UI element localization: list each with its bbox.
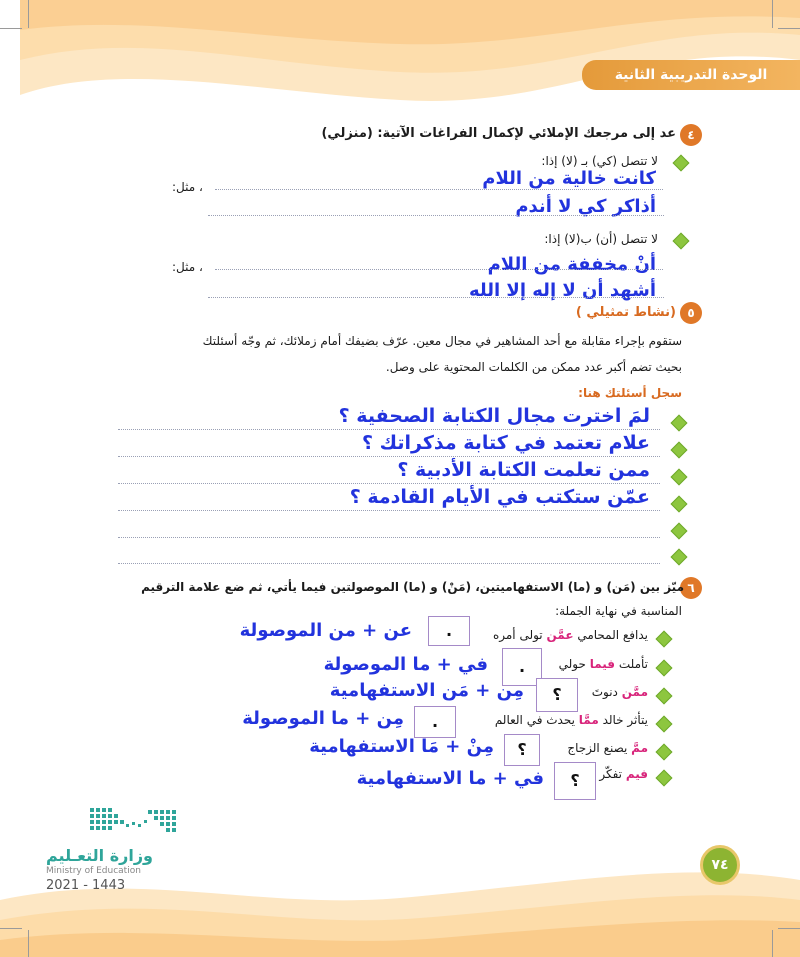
question-3: ممن تعلمت الكتابة الأدبية ؟ xyxy=(397,459,650,481)
answer-line xyxy=(118,536,660,538)
punctuation-box-4[interactable]: . xyxy=(414,706,456,738)
edition-year: 2021 - 1443 xyxy=(46,878,126,893)
example-label: ، مثل: xyxy=(172,260,203,274)
bullet-diamond-icon xyxy=(671,415,688,432)
example-label: ، مثل: xyxy=(172,180,203,194)
question-2: علام تعتمد في كتابة مذكراتك ؟ xyxy=(362,432,650,454)
ministry-logo-icon xyxy=(88,806,180,836)
bullet-diamond-icon xyxy=(656,770,673,787)
bullet-diamond-icon xyxy=(671,469,688,486)
unit-banner-label: الوحدة التدريبية الثانية xyxy=(614,67,768,83)
answer-4: مِن + ما الموصولة xyxy=(242,708,404,729)
crop-mark xyxy=(28,0,29,28)
answer-line xyxy=(215,188,663,190)
answer-6: في + ما الاستفهامية xyxy=(356,768,544,789)
answer-line xyxy=(118,509,660,511)
record-questions-label: سجل أسئلتك هنا: xyxy=(578,386,682,400)
answer-2: في + ما الموصولة xyxy=(323,654,488,675)
sentence-3: ممَّن دنوتَ xyxy=(591,685,648,699)
rule2-text: لا تتصل (أن) ب(لا) إذا: xyxy=(544,232,658,246)
sentence-1: يدافع المحامي عمَّن تولى أمره xyxy=(492,628,648,642)
punctuation-box-3[interactable]: ؟ xyxy=(536,678,578,712)
bullet-diamond-icon xyxy=(671,442,688,459)
crop-mark xyxy=(0,928,22,929)
section5-paragraph-line2: بحيث تضم أكبر عدد ممكن من الكلمات المحتوية على وصل. xyxy=(385,360,682,374)
section5-number-badge: ٥ xyxy=(680,302,702,324)
answer-line xyxy=(118,482,660,484)
punctuation-box-5[interactable]: ؟ xyxy=(504,734,540,766)
crop-mark xyxy=(772,0,773,28)
section5-paragraph-line1: ستقوم بإجراء مقابلة مع أحد المشاهير في مجال معين. عرّف بضيفك أمام زملائك، ثم وجّه أسئلتك xyxy=(202,334,682,348)
bullet-diamond-icon xyxy=(656,631,673,648)
bullet-diamond-icon xyxy=(671,523,688,540)
sentence-6: فيم تفكّر xyxy=(599,767,648,781)
bullet-diamond-icon xyxy=(673,233,690,250)
crop-mark xyxy=(778,928,800,929)
page-number-badge: ٧٤ xyxy=(700,845,740,885)
punctuation-box-6[interactable]: ؟ xyxy=(554,762,596,800)
answer-3: مِن + مَن الاستفهامية xyxy=(329,680,524,701)
answer-line xyxy=(215,268,663,270)
section5-heading: (نشاط تمثيلي ) xyxy=(575,305,676,320)
ministry-name-arabic: وزارة التعـليم xyxy=(46,846,153,865)
answer-5: مِنْ + مَا الاستفهامية xyxy=(309,736,494,757)
answer-line xyxy=(118,428,660,430)
rule1-text: لا تتصل (كي) بـ (لا) إذا: xyxy=(541,154,658,168)
rule2-answer: أنْ مخففة من اللام xyxy=(487,254,656,275)
answer-line xyxy=(208,214,664,216)
sentence-4: يتأثر خالد ممَّا يحدث في العالم xyxy=(494,713,648,727)
answer-line xyxy=(118,562,660,564)
ministry-name-english: Ministry of Education xyxy=(46,866,141,876)
bullet-diamond-icon xyxy=(656,744,673,761)
unit-banner xyxy=(582,60,800,90)
section4-number-badge: ٤ xyxy=(680,124,702,146)
question-1: لمَ اخترت مجال الكتابة الصحفية ؟ xyxy=(338,405,650,427)
bullet-diamond-icon xyxy=(656,716,673,733)
answer-1: عن + من الموصولة xyxy=(239,620,412,641)
crop-mark xyxy=(28,930,29,957)
answer-line xyxy=(118,455,660,457)
sentence-5: ممَّ يصنع الزجاج xyxy=(567,741,648,755)
bullet-diamond-icon xyxy=(656,688,673,705)
section6-heading-line2: المناسبة في نهاية الجملة: xyxy=(555,604,682,618)
crop-mark xyxy=(778,28,800,29)
question-4: عمّن ستكتب في الأيام القادمة ؟ xyxy=(349,486,650,508)
answer-line xyxy=(208,296,664,298)
punctuation-box-1[interactable]: . xyxy=(428,616,470,646)
punctuation-box-2[interactable]: . xyxy=(502,648,542,686)
crop-mark xyxy=(0,28,22,29)
rule1-answer: كانت خالية من اللام xyxy=(482,168,656,189)
section4-heading: عد إلى مرجعك الإملائي لإكمال الفراغات الآتية: (منزلي) xyxy=(321,126,676,141)
rule1-example: أذاكر كي لا أندم xyxy=(515,196,656,217)
section6-number-badge: ٦ xyxy=(680,577,702,599)
section6-heading-line1: ميّز بين (مَن) و (ما) الاستفهاميتين، (مَنْ) و (ما) الموصولتين فيما يأتي، ثم ضع علامة الترقيم xyxy=(141,580,684,594)
sentence-2: تأملت فيما حولي xyxy=(558,657,648,671)
bullet-diamond-icon xyxy=(671,496,688,513)
rule2-example: أشهد أن لا إله إلا الله xyxy=(468,280,656,301)
crop-mark xyxy=(772,930,773,957)
bullet-diamond-icon xyxy=(673,155,690,172)
bullet-diamond-icon xyxy=(656,660,673,677)
bullet-diamond-icon xyxy=(671,549,688,566)
